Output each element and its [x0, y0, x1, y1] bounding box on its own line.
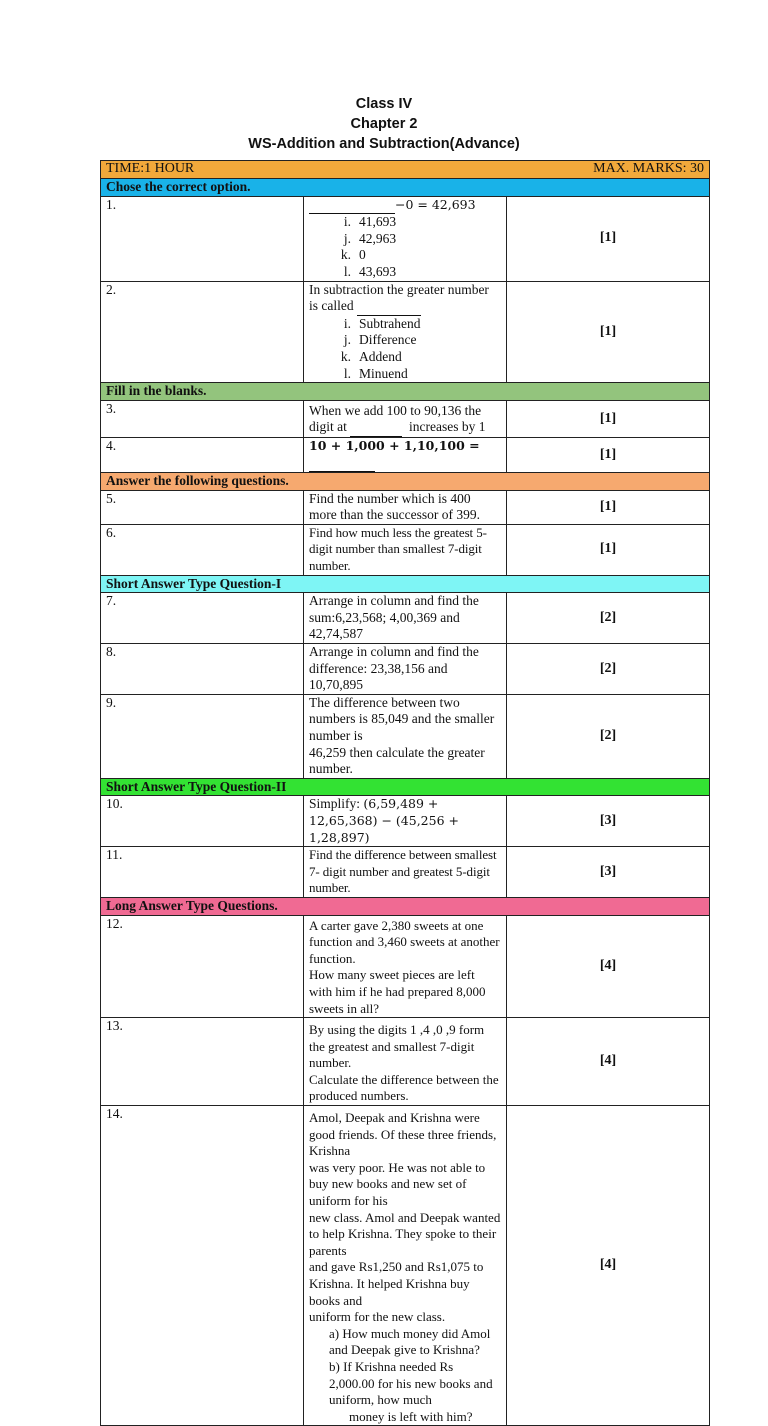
- sub-question-a: a) How much money did Amol and Deepak give to Krishna?: [329, 1325, 491, 1358]
- question-number: 13.: [101, 1018, 304, 1106]
- question-number: 10.: [101, 796, 304, 847]
- question-number: 11.: [101, 847, 304, 898]
- question-number: 6.: [101, 524, 304, 575]
- worksheet-header: [0, 94, 768, 154]
- math-expression: (6,59,489 + 12,65,368) − (45,256 + 1,28,897): [309, 796, 459, 845]
- question-marks: [4]: [507, 915, 710, 1018]
- section-header: Answer the following questions.: [101, 473, 710, 491]
- question-marks: [1]: [507, 281, 710, 383]
- question-text: −0 = 42,693 i. 41,693 j. 42,963 k. 0 l. 43,693: [304, 196, 507, 281]
- question-row: [101, 1018, 710, 1106]
- question-number: 8.: [101, 644, 304, 695]
- question-text: In subtraction the greater number is called i. Subtrahend j. Difference k. Addend l. Minuend: [304, 281, 507, 383]
- question-number: 9.: [101, 694, 304, 778]
- time-row: [101, 161, 710, 179]
- question-row: [101, 796, 710, 847]
- section-header: Short Answer Type Question-II: [101, 778, 710, 796]
- question-row: [101, 400, 710, 437]
- question-text: By using the digits 1 ,4 ,0 ,9 form the greatest and smallest 7-digit number. Calculate the difference between the produced numbers.: [304, 1018, 507, 1106]
- question-marks: [1]: [507, 196, 710, 281]
- question-row: [101, 196, 710, 281]
- question-row: [101, 593, 710, 644]
- question-text: Arrange in column and find the difference: 23,38,156 and 10,70,895: [304, 644, 507, 695]
- section-header: Long Answer Type Questions.: [101, 897, 710, 915]
- option-item: l. 43,693: [343, 263, 397, 279]
- question-marks: [4]: [507, 1018, 710, 1106]
- option-item: i. 41,693: [343, 214, 397, 230]
- question-text: The difference between two numbers is 85,049 and the smaller number is 46,259 then calculate the greater number.: [304, 694, 507, 778]
- question-text: Amol, Deepak and Krishna were good friends. Of these three friends, Krishna was very poor. He was not able to buy new books and new set of uniform for his new class. Amol and Deepak wanted to help Krishna. They spoke to their parents and gave Rs1,250 and Rs1,075 to Krishna. It helped Krishna buy books and uniform for the new class. a) How much money did Amol and Deepak give to Krishna? b) If Krishna needed Rs 2,000.00 for his new books and uniform, how much money is left with him?: [304, 1106, 507, 1426]
- worksheet-title: WS-Addition and Subtraction(Advance): [248, 136, 520, 152]
- worksheet-table: [100, 160, 710, 1426]
- question-text: Find the difference between smallest 7- digit number and greatest 5-digit number.: [304, 847, 507, 898]
- answer-blank: [350, 419, 402, 437]
- question-marks: [3]: [507, 847, 710, 898]
- question-text: When we add 100 to 90,136 the digit at increases by 1: [304, 400, 507, 437]
- question-row: [101, 281, 710, 383]
- option-item: j. Difference: [343, 332, 417, 348]
- class-title: Class IV: [355, 96, 413, 112]
- chapter-title: Chapter 2: [350, 116, 418, 132]
- question-text: Find how much less the greatest 5-digit number than smallest 7-digit number.: [304, 524, 507, 575]
- answer-blank: [309, 455, 375, 473]
- question-row: [101, 915, 710, 1018]
- question-row: [101, 490, 710, 524]
- section-header: Short Answer Type Question-I: [101, 575, 710, 593]
- question-marks: [4]: [507, 1106, 710, 1426]
- question-text: A carter gave 2,380 sweets at one function and 3,460 sweets at another function. How many sweet pieces are left with him if he had prepared 8,000 sweets in all?: [304, 915, 507, 1018]
- option-item: i. Subtrahend: [343, 315, 421, 331]
- question-marks: [1]: [507, 437, 710, 472]
- option-item: k. Addend: [340, 348, 402, 364]
- question-marks: [1]: [507, 400, 710, 437]
- question-row: [101, 1106, 710, 1426]
- question-text: Simplify: (6,59,489 + 12,65,368) − (45,256 + 1,28,897): [304, 796, 507, 847]
- question-row: [101, 644, 710, 695]
- question-number: 12.: [101, 915, 304, 1018]
- answer-blank: [309, 197, 395, 215]
- question-text: Find the number which is 400 more than the successor of 399.: [304, 490, 507, 524]
- question-row: [101, 437, 710, 472]
- question-row: [101, 524, 710, 575]
- question-number: 5.: [101, 490, 304, 524]
- options-list: [329, 214, 501, 280]
- sub-question-b-continued: money is left with him?: [349, 1408, 473, 1424]
- question-marks: [3]: [507, 796, 710, 847]
- option-item: l. Minuend: [343, 365, 408, 381]
- option-item: j. 42,963: [343, 230, 397, 246]
- sub-question-b: b) If Krishna needed Rs 2,000.00 for his new books and uniform, how much: [329, 1358, 493, 1408]
- question-number: 3.: [101, 400, 304, 437]
- time-label: TIME:1 HOUR: [106, 161, 195, 176]
- max-marks-label: MAX. MARKS: 30: [593, 161, 704, 176]
- question-text: Arrange in column and find the sum:6,23,568; 4,00,369 and 42,74,587: [304, 593, 507, 644]
- question-number: 1.: [101, 196, 304, 281]
- answer-blank: [357, 298, 421, 316]
- question-row: [101, 847, 710, 898]
- question-marks: [2]: [507, 694, 710, 778]
- question-marks: [2]: [507, 644, 710, 695]
- options-list: [329, 316, 501, 382]
- section-header: Chose the correct option.: [101, 179, 710, 197]
- question-number: 7.: [101, 593, 304, 644]
- question-number: 4.: [101, 437, 304, 472]
- question-text: 10 + 1,000 + 1,10,100 =: [304, 437, 507, 472]
- question-number: 14.: [101, 1106, 304, 1426]
- section-header: Fill in the blanks.: [101, 383, 710, 401]
- question-marks: [2]: [507, 593, 710, 644]
- question-marks: [1]: [507, 524, 710, 575]
- option-item: k. 0: [340, 247, 366, 263]
- question-number: 2.: [101, 281, 304, 383]
- question-row: [101, 694, 710, 778]
- question-marks: [1]: [507, 490, 710, 524]
